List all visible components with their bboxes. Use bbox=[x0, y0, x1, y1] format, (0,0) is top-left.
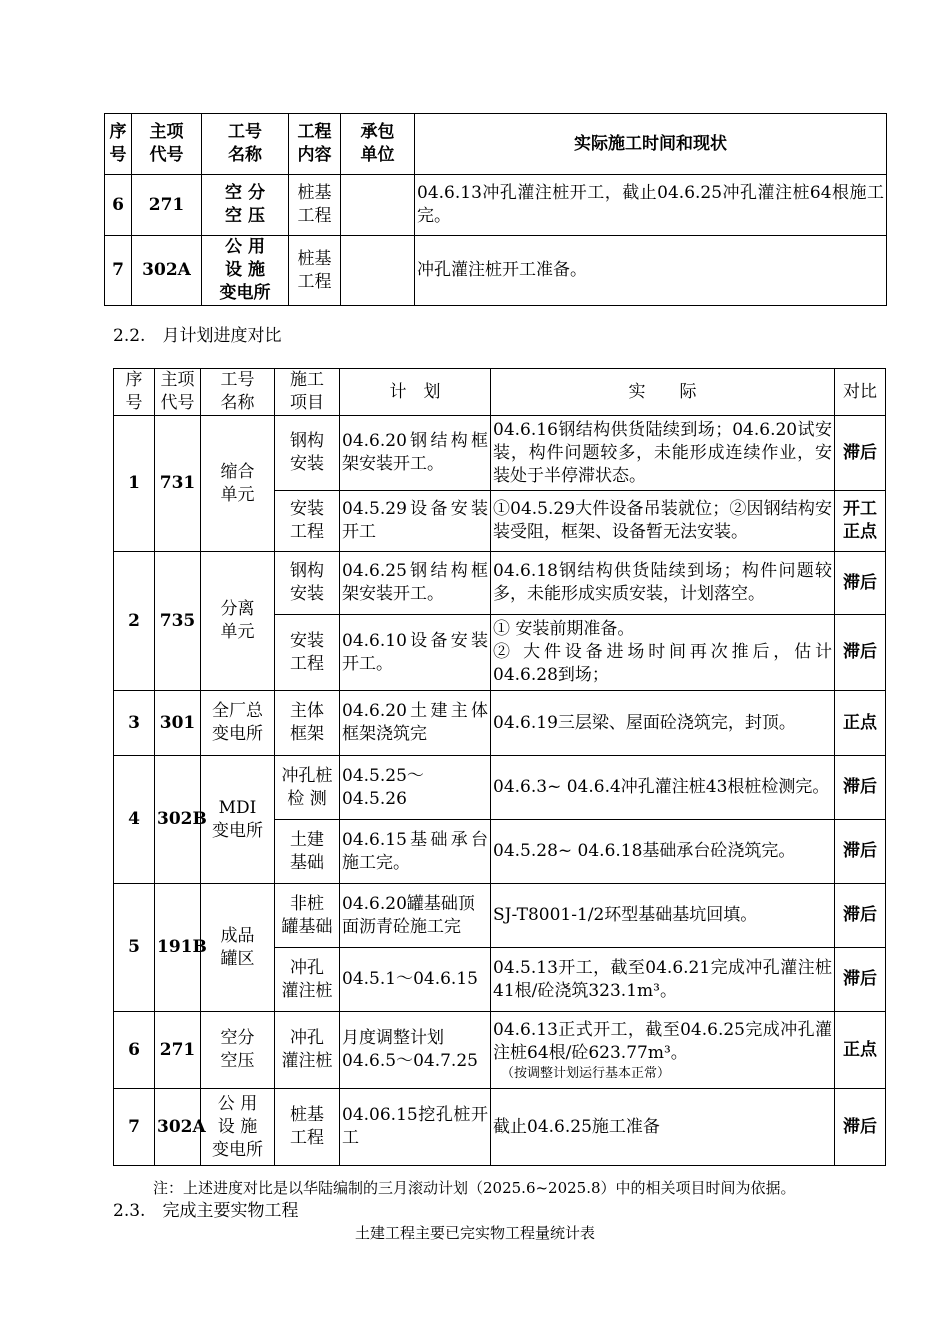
row-item: 钢构 安装 bbox=[275, 416, 340, 491]
row-compare: 滞后 bbox=[835, 948, 886, 1012]
row-name: 全厂总 变电所 bbox=[201, 691, 275, 756]
table-row bbox=[114, 1012, 886, 1089]
row-plan: 04.5.29设备安装开工 bbox=[340, 491, 491, 552]
row-name: 公 用 设 施 变电所 bbox=[202, 236, 289, 306]
header-cell: 计 划 bbox=[340, 369, 491, 416]
table-header-row bbox=[114, 369, 886, 416]
row-number: 6 bbox=[114, 1012, 155, 1089]
row-compare: 正点 bbox=[835, 1012, 886, 1089]
row-number: 5 bbox=[114, 884, 155, 1012]
row-actual: 04.6.19三层梁、屋面砼浇筑完，封顶。 bbox=[491, 691, 835, 756]
header-cell: 实 际 bbox=[491, 369, 835, 416]
header-cell: 主项 代号 bbox=[155, 369, 201, 416]
row-compare: 滞后 bbox=[835, 615, 886, 691]
row-code: 731 bbox=[155, 416, 201, 552]
row-plan: 04.5.25～04.5.26 bbox=[340, 756, 491, 820]
header-cell: 对比 bbox=[835, 369, 886, 416]
row-name: 公 用 设 施 变电所 bbox=[201, 1089, 275, 1166]
row-status: 04.6.13冲孔灌注桩开工，截止04.6.25冲孔灌注桩64根施工完。 bbox=[415, 175, 887, 236]
row-actual-cell bbox=[491, 1012, 835, 1089]
plan-comparison-table bbox=[113, 368, 886, 1166]
row-actual: 04.6.3~ 04.6.4冲孔灌注桩43根桩检测完。 bbox=[491, 756, 835, 820]
row-actual: 04.6.16钢结构供货陆续到场；04.6.20试安装，构件问题较多，未能形成连续作业，安装处于半停滞状态。 bbox=[491, 416, 835, 491]
table-row bbox=[105, 175, 887, 236]
row-contractor bbox=[341, 236, 415, 306]
row-item: 土建 基础 bbox=[275, 820, 340, 884]
row-code: 271 bbox=[155, 1012, 201, 1089]
row-code: 191B bbox=[155, 884, 201, 1012]
table-row bbox=[114, 552, 886, 615]
row-code: 302A bbox=[155, 1089, 201, 1166]
header-cell: 序 号 bbox=[114, 369, 155, 416]
table-row bbox=[114, 416, 886, 491]
table-header-row bbox=[105, 114, 887, 175]
table-row bbox=[114, 1089, 886, 1166]
row-actual: ①04.5.29大件设备吊装就位；②因钢结构安装受阻，框架、设备暂无法安装。 bbox=[491, 491, 835, 552]
table-caption: 土建工程主要已完实物工程量统计表 bbox=[354, 1224, 595, 1242]
row-plan: 04.6.20钢结构框架安装开工。 bbox=[340, 416, 491, 491]
status-table bbox=[104, 113, 887, 306]
row-plan: 04.6.25钢结构框架安装开工。 bbox=[340, 552, 491, 615]
row-actual: SJ-T8001-1/2环型基础基坑回填。 bbox=[491, 884, 835, 948]
row-actual: 截止04.6.25施工准备 bbox=[491, 1089, 835, 1166]
row-plan: 04.5.1～04.6.15 bbox=[340, 948, 491, 1012]
row-plan: 04.06.15挖孔桩开工 bbox=[340, 1089, 491, 1166]
header-cell: 承包 单位 bbox=[341, 114, 415, 175]
row-name: 缩合 单元 bbox=[201, 416, 275, 552]
row-number: 3 bbox=[114, 691, 155, 756]
row-name: 成品 罐区 bbox=[201, 884, 275, 1012]
section-heading: 2.3. 完成主要实物工程 bbox=[113, 1201, 299, 1221]
row-item: 安装 工程 bbox=[275, 491, 340, 552]
header-cell: 施工 项目 bbox=[275, 369, 340, 416]
row-number: 1 bbox=[114, 416, 155, 552]
header-cell: 工号 名称 bbox=[202, 114, 289, 175]
row-actual: 04.6.18钢结构供货陆续到场；构件问题较多，未能形成实质安装，计划落空。 bbox=[491, 552, 835, 615]
row-number: 6 bbox=[105, 175, 132, 236]
row-actual: ① 安装前期准备。 ② 大件设备进场时间再次推后，估计04.6.28到场； bbox=[491, 615, 835, 691]
header-cell: 实际施工时间和现状 bbox=[415, 114, 887, 175]
row-item: 冲孔 灌注桩 bbox=[275, 1012, 340, 1089]
row-item: 冲孔桩 检 测 bbox=[275, 756, 340, 820]
row-item: 非桩 罐基础 bbox=[275, 884, 340, 948]
row-item: 冲孔 灌注桩 bbox=[275, 948, 340, 1012]
row-plan: 04.6.20罐基础顶面沥青砼施工完 bbox=[340, 884, 491, 948]
row-number: 4 bbox=[114, 756, 155, 884]
row-name: MDI 变电所 bbox=[201, 756, 275, 884]
row-actual: 04.5.13开工，截至04.6.21完成冲孔灌注桩41根/砼浇筑323.1m³。 bbox=[491, 948, 835, 1012]
row-name: 分离 单元 bbox=[201, 552, 275, 691]
row-number: 2 bbox=[114, 552, 155, 691]
row-content: 桩基 工程 bbox=[289, 175, 341, 236]
row-plan: 04.6.10设备安装开工。 bbox=[340, 615, 491, 691]
row-actual-note: （按调整计划运行基本正常） bbox=[501, 1065, 671, 1081]
row-status: 冲孔灌注桩开工准备。 bbox=[415, 236, 887, 306]
row-compare: 正点 bbox=[835, 691, 886, 756]
row-contractor bbox=[341, 175, 415, 236]
header-cell: 工号 名称 bbox=[201, 369, 275, 416]
row-code: 301 bbox=[155, 691, 201, 756]
table-row bbox=[114, 756, 886, 820]
row-compare: 滞后 bbox=[835, 820, 886, 884]
row-code: 271 bbox=[132, 175, 202, 236]
row-name: 空分 空压 bbox=[201, 1012, 275, 1089]
row-plan: 04.6.15基础承台施工完。 bbox=[340, 820, 491, 884]
header-cell: 工程 内容 bbox=[289, 114, 341, 175]
row-plan: 月度调整计划 04.6.5～04.7.25 bbox=[340, 1012, 491, 1089]
row-actual: 04.6.13正式开工，截至04.6.25完成冲孔灌注桩64根/砼623.77m³。 bbox=[493, 1019, 832, 1063]
row-compare: 滞后 bbox=[835, 552, 886, 615]
row-code: 302B bbox=[155, 756, 201, 884]
row-number: 7 bbox=[114, 1089, 155, 1166]
row-item: 桩基 工程 bbox=[275, 1089, 340, 1166]
row-compare: 开工 正点 bbox=[835, 491, 886, 552]
header-cell: 主项 代号 bbox=[132, 114, 202, 175]
footnote: 注：上述进度对比是以华陆编制的三月滚动计划（2025.6~2025.8）中的相关项目时间为依据。 bbox=[153, 1179, 796, 1197]
row-code: 735 bbox=[155, 552, 201, 691]
row-compare: 滞后 bbox=[835, 1089, 886, 1166]
row-actual: 04.5.28~ 04.6.18基础承台砼浇筑完。 bbox=[491, 820, 835, 884]
header-cell: 序 号 bbox=[105, 114, 132, 175]
row-item: 主体 框架 bbox=[275, 691, 340, 756]
row-compare: 滞后 bbox=[835, 416, 886, 491]
section-heading: 2.2. 月计划进度对比 bbox=[113, 326, 282, 346]
row-compare: 滞后 bbox=[835, 756, 886, 820]
row-content: 桩基 工程 bbox=[289, 236, 341, 306]
row-item: 安装 工程 bbox=[275, 615, 340, 691]
row-item: 钢构 安装 bbox=[275, 552, 340, 615]
table-row bbox=[105, 236, 887, 306]
table-row bbox=[114, 691, 886, 756]
table-row bbox=[114, 884, 886, 948]
row-number: 7 bbox=[105, 236, 132, 306]
row-plan: 04.6.20土建主体框架浇筑完 bbox=[340, 691, 491, 756]
row-compare: 滞后 bbox=[835, 884, 886, 948]
row-code: 302A bbox=[132, 236, 202, 306]
row-name: 空 分 空 压 bbox=[202, 175, 289, 236]
